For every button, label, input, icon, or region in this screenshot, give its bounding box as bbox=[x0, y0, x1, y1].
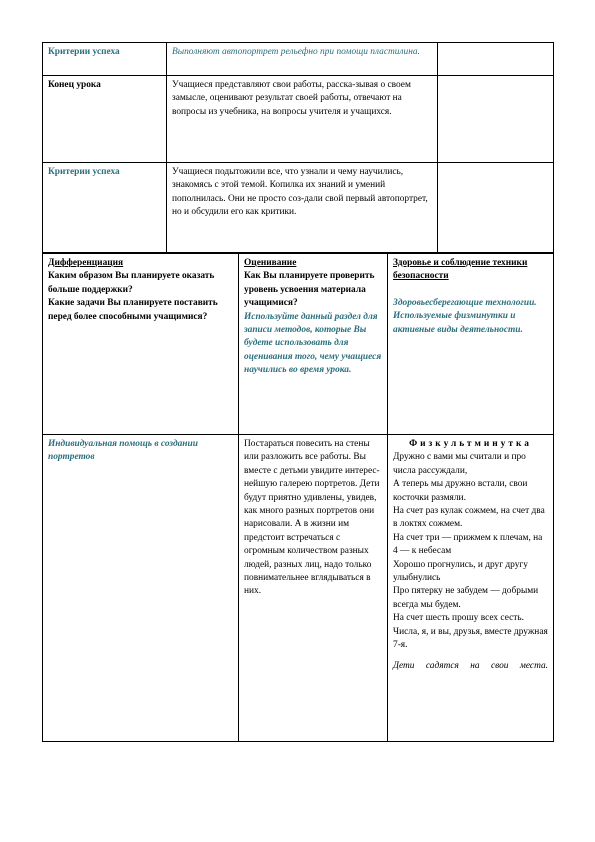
physical-minute-cell bbox=[388, 435, 554, 742]
poem-line: Про пятерку не забудем — добрыми всегда мы будем. bbox=[393, 586, 539, 610]
planning-table bbox=[42, 253, 554, 742]
gallery-text: Постараться повесить на стены или разложить все работы. Вы вместе с детьми увидите интерес-нейшую галерею портретов. Дети будут приятно удивлены, увидев, как много разных портретов они нарисовали. А в жизни им предстоит встречаться с огромным количеством разных людей, разных лиц, надо только повнимательнее вглядываться в них. bbox=[239, 435, 388, 742]
health-hint-2: Используемые физминутки и активные виды деятельности. bbox=[393, 311, 523, 335]
poem-line: На счет раз кулак сожмем, на счет два в локтях сожмем. bbox=[393, 506, 545, 530]
assessment-header-cell bbox=[239, 254, 388, 435]
differentiation-question-1: Каким образом Вы планируете оказать больше поддержки? bbox=[48, 271, 215, 295]
assessment-question: Как Вы планируете проверить уровень усвоения материала учащимися? bbox=[244, 271, 375, 309]
poem-line: Числа, я, и вы, друзья, вместе дружная 7-я. bbox=[393, 626, 548, 651]
poem-line: Дружно с вами мы считали и про числа рассуждали, bbox=[393, 452, 526, 476]
success-criteria-label: Критерии успеха bbox=[43, 163, 167, 253]
physical-minute-title: Физкультминутка bbox=[409, 439, 532, 449]
poem-line: Хорошо прогнулись, и друг другу улыбнулись bbox=[393, 559, 528, 584]
differentiation-header-cell bbox=[43, 254, 239, 435]
poem-ending: Дети садятся на свои места. bbox=[393, 660, 548, 671]
poem-line: А теперь мы дружно встали, свои косточки размяли. bbox=[393, 479, 528, 503]
empty-cell bbox=[438, 163, 554, 253]
planning-header-row bbox=[43, 254, 554, 435]
assessment-title: Оценивание bbox=[244, 258, 297, 268]
lesson-end-label: Конец урока bbox=[43, 76, 167, 163]
differentiation-question-2: Какие задачи Вы планируете поставить перед более способными учащимися? bbox=[48, 298, 218, 322]
health-header-cell bbox=[388, 254, 554, 435]
success-criteria-row-1 bbox=[43, 43, 554, 76]
success-criteria-row-2 bbox=[43, 163, 554, 253]
poem-line: На счет три — прижмем к плечам, на 4 — к небесам bbox=[393, 532, 543, 557]
lesson-end-row bbox=[43, 76, 554, 163]
success-criteria-label: Критерии успеха bbox=[43, 43, 167, 76]
success-criteria-result-text: Учащиеся подытожили все, что узнали и чему научились, знакомясь с этой темой. Копилка их знаний и умений пополнилась. Они не просто соз-дали свой первый автопортрет, но и обсудили его как критики. bbox=[167, 163, 438, 253]
individual-help-text: Индивидуальная помощь в создании портретов bbox=[43, 435, 239, 742]
lesson-summary-table bbox=[42, 42, 554, 253]
lesson-end-text: Учащиеся представляют свои работы, расска-зывая о своем замысле, оценивают результат своей работы, отвечают на вопросы из учебника, на вопросы учителя и учащихся. bbox=[167, 76, 438, 163]
poem-line: На счет шесть прошу всех сесть. bbox=[393, 613, 524, 624]
health-hint-1: Здоровьесберегающие технологии. bbox=[393, 297, 537, 308]
assessment-hint: Используйте данный раздел для записи методов, которые Вы будете использовать для оценивания того, чему учащиеся научились во время урока. bbox=[244, 311, 382, 376]
planning-content-row bbox=[43, 435, 554, 742]
empty-cell bbox=[438, 43, 554, 76]
empty-cell bbox=[438, 76, 554, 163]
health-safety-title: Здоровье и соблюдение техники безопасности bbox=[393, 258, 528, 282]
success-criteria-text: Выполняют автопортрет рельефно при помощи пластилина. bbox=[167, 43, 438, 76]
differentiation-title: Дифференциация bbox=[48, 258, 124, 268]
